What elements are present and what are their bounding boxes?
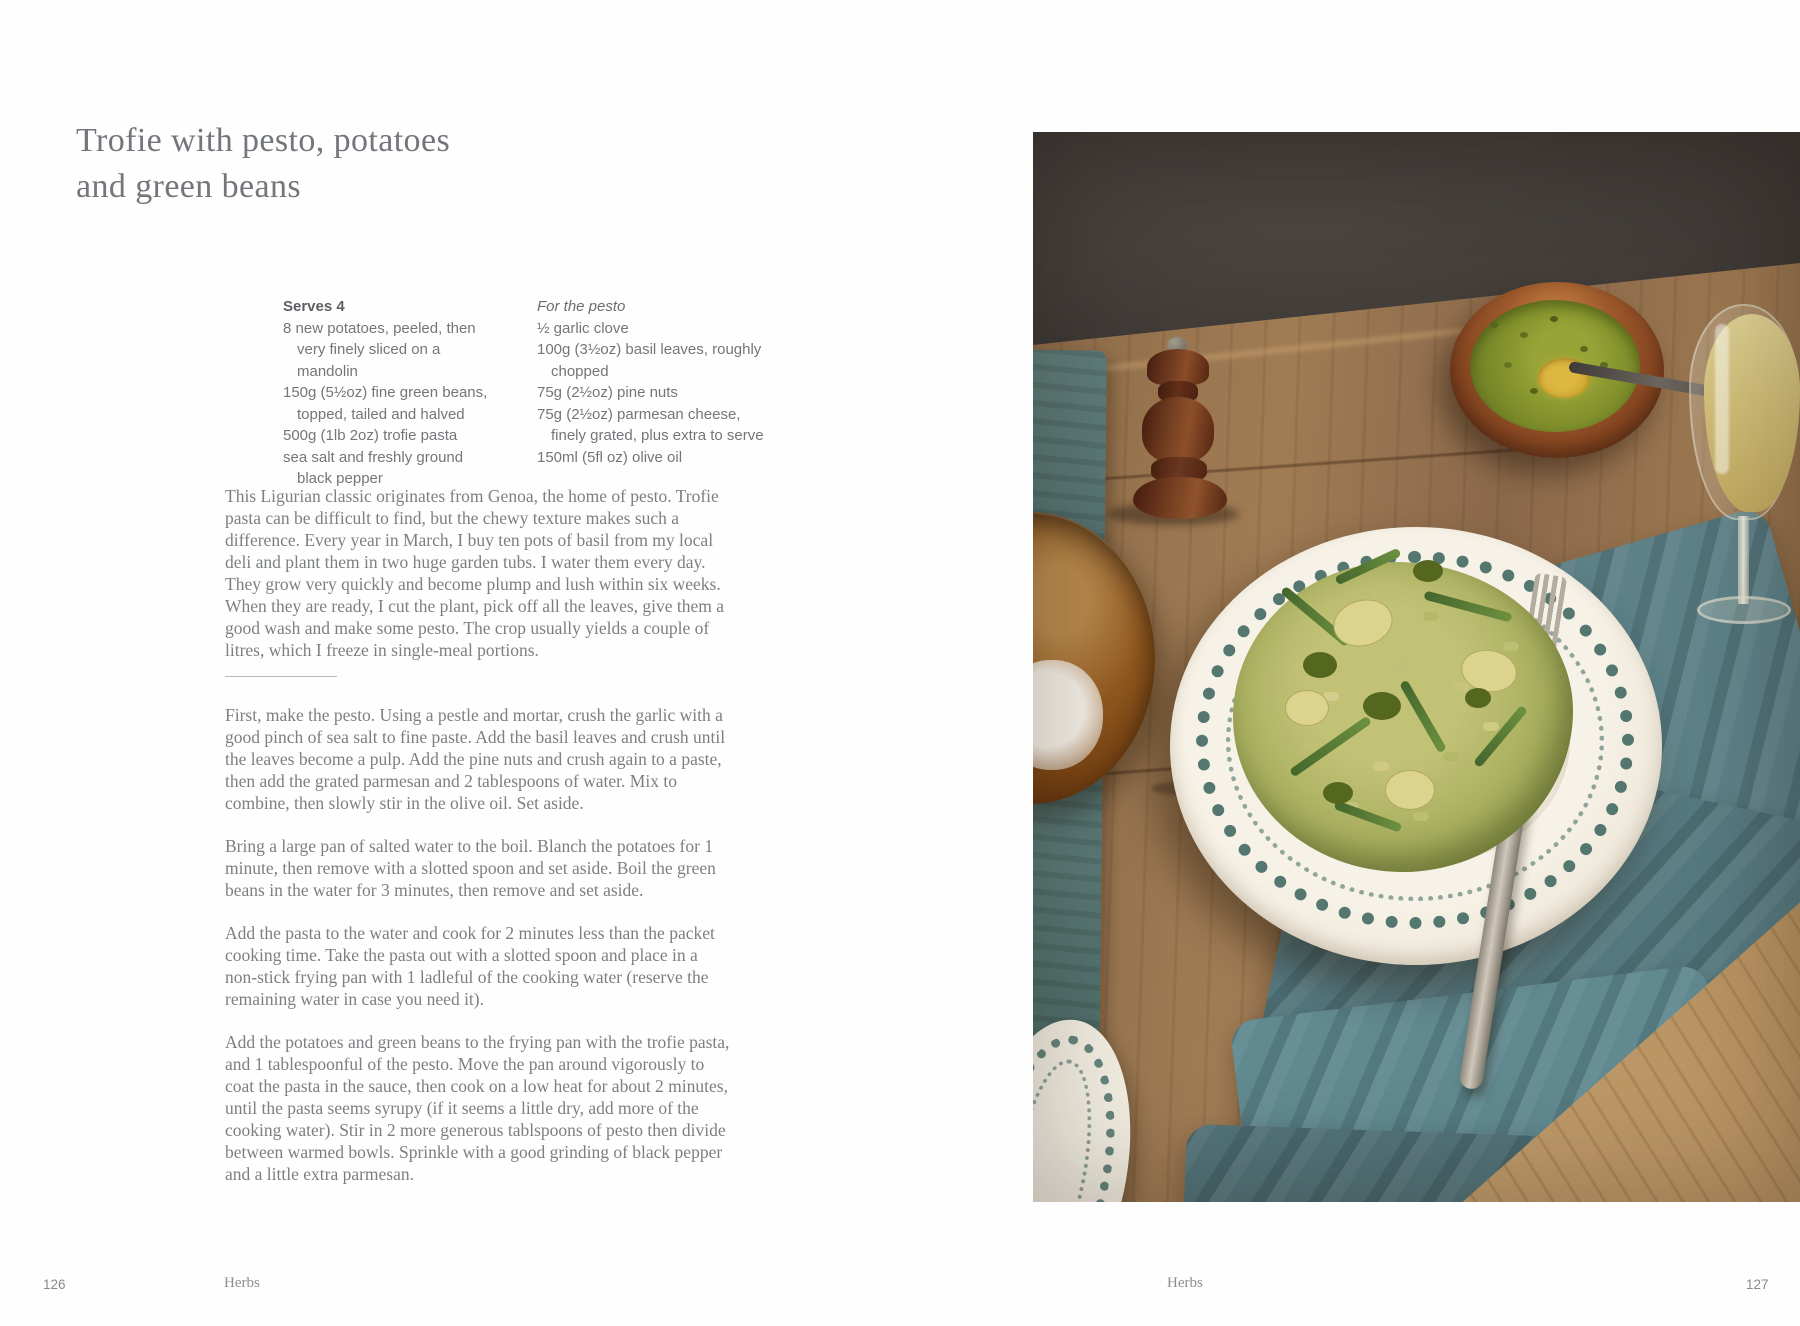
ingredient-item: 500g (1lb 2oz) trofie pasta bbox=[283, 427, 458, 444]
ingredients-main-column bbox=[283, 296, 497, 490]
recipe-title-line2: and green beans bbox=[76, 168, 302, 205]
page-number-right: 127 bbox=[1746, 1277, 1769, 1292]
ingredient-item: 75g (2½oz) pine nuts bbox=[537, 384, 678, 401]
pesto-heading: For the pesto bbox=[537, 298, 626, 315]
ingredient-item: ½ garlic clove bbox=[537, 319, 629, 337]
section-divider-rule bbox=[225, 676, 337, 677]
pesto-clump bbox=[1413, 560, 1443, 582]
running-head-left: Herbs bbox=[224, 1275, 260, 1291]
method-paragraph: Add the potatoes and green beans to the frying pan with the trofie pasta, and 1 tablespoonful of the pesto. Move the pan around vigorously to coat the pasta in the sauce, then cook on a low heat for about 2 minutes, until the pasta seems syrupy (if it seems a little dry, add more of the cooking water). Stir in 2 more generous tablspoons of pesto then divide between warmed bowls. Sprinkle with a good grinding of black pepper and a little extra parmesan. bbox=[225, 1032, 730, 1184]
glass-highlight bbox=[1715, 324, 1729, 474]
ingredient-item: 100g (3½oz) basil leaves, roughly chopped bbox=[537, 341, 762, 380]
wine-glass-bowl bbox=[1689, 304, 1799, 520]
wine-glass-foot bbox=[1697, 596, 1791, 624]
recipe-title-line1: Trofie with pesto, potatoes bbox=[76, 122, 451, 159]
pesto-clump bbox=[1323, 782, 1353, 804]
recipe-title bbox=[76, 118, 636, 210]
method-paragraph: First, make the pesto. Using a pestle and mortar, crush the garlic with a good pinch of sea salt to fine paste. Add the basil leaves and crush until the leaves become a pulp. Add the pine nuts and crush again to a paste, then add the grated parmesan and 2 tablespoons of water. Mix to combine, then slowly stir in the olive oil. Set aside. bbox=[225, 705, 726, 813]
page-number-left: 126 bbox=[43, 1277, 66, 1292]
pesto-clump bbox=[1465, 688, 1491, 708]
potato-slice bbox=[1385, 770, 1435, 810]
method-paragraph: Bring a large pan of salted water to the boil. Blanch the potatoes for 1 minute, then remove with a slotted spoon and set aside. Boil the green beans in the water for 3 minutes, then remove and set aside. bbox=[225, 836, 716, 900]
intro-paragraph: This Ligurian classic originates from Genoa, the home of pesto. Trofie pasta can be difficult to find, but the chewy texture makes such a difference. Every year in March, I buy ten pots of basil from my local deli and plant them in two huge garden tubs. I water them every day. They grow very quickly and become plump and lush within six weeks. When they are ready, I cut the plant, pick off all the leaves, give them a good wash and make some pesto. The crop usually yields a couple of litres, which I freeze in single-meal portions. bbox=[225, 486, 725, 660]
recipe-body bbox=[225, 485, 730, 1185]
wine-glass bbox=[1683, 304, 1800, 774]
pepper-mill-cap bbox=[1147, 349, 1209, 385]
pepper-mill-body bbox=[1142, 397, 1214, 463]
running-head-right: Herbs bbox=[1167, 1275, 1203, 1291]
patterned-side-plate bbox=[1033, 1007, 1152, 1202]
ingredient-item: 75g (2½oz) parmesan cheese, finely grated, plus extra to serve bbox=[537, 405, 764, 444]
method-paragraph: Add the pasta to the water and cook for 2 minutes less than the packet cooking time. Take the pasta out with a slotted spoon and place in a non-stick frying pan with 1 ladleful of the cooking water (reserve the remaining water in case you need it). bbox=[225, 923, 715, 1009]
ingredient-item: 150g (5½oz) fine green beans, topped, tailed and halved bbox=[283, 384, 488, 423]
pesto-clump bbox=[1303, 652, 1337, 678]
pesto-bowl bbox=[1450, 282, 1664, 458]
ingredient-item: 150ml (5fl oz) olive oil bbox=[537, 448, 683, 466]
pepper-mill bbox=[1125, 337, 1235, 519]
dish-photo bbox=[1033, 132, 1800, 1202]
ingredient-item: sea salt and freshly ground black pepper bbox=[283, 448, 464, 487]
ingredient-item: 8 new potatoes, peeled, then very finely sliced on a mandolin bbox=[283, 319, 476, 380]
wood-plank-seam bbox=[1033, 444, 1572, 486]
pesto-clump bbox=[1363, 692, 1401, 720]
potato-slice bbox=[1285, 690, 1329, 726]
wine-glass-stem bbox=[1738, 516, 1749, 604]
ingredients-pesto-column bbox=[537, 296, 773, 468]
serves-label: Serves 4 bbox=[283, 298, 345, 315]
pepper-mill-base bbox=[1133, 477, 1227, 519]
pesto-texture bbox=[1490, 322, 1498, 328]
